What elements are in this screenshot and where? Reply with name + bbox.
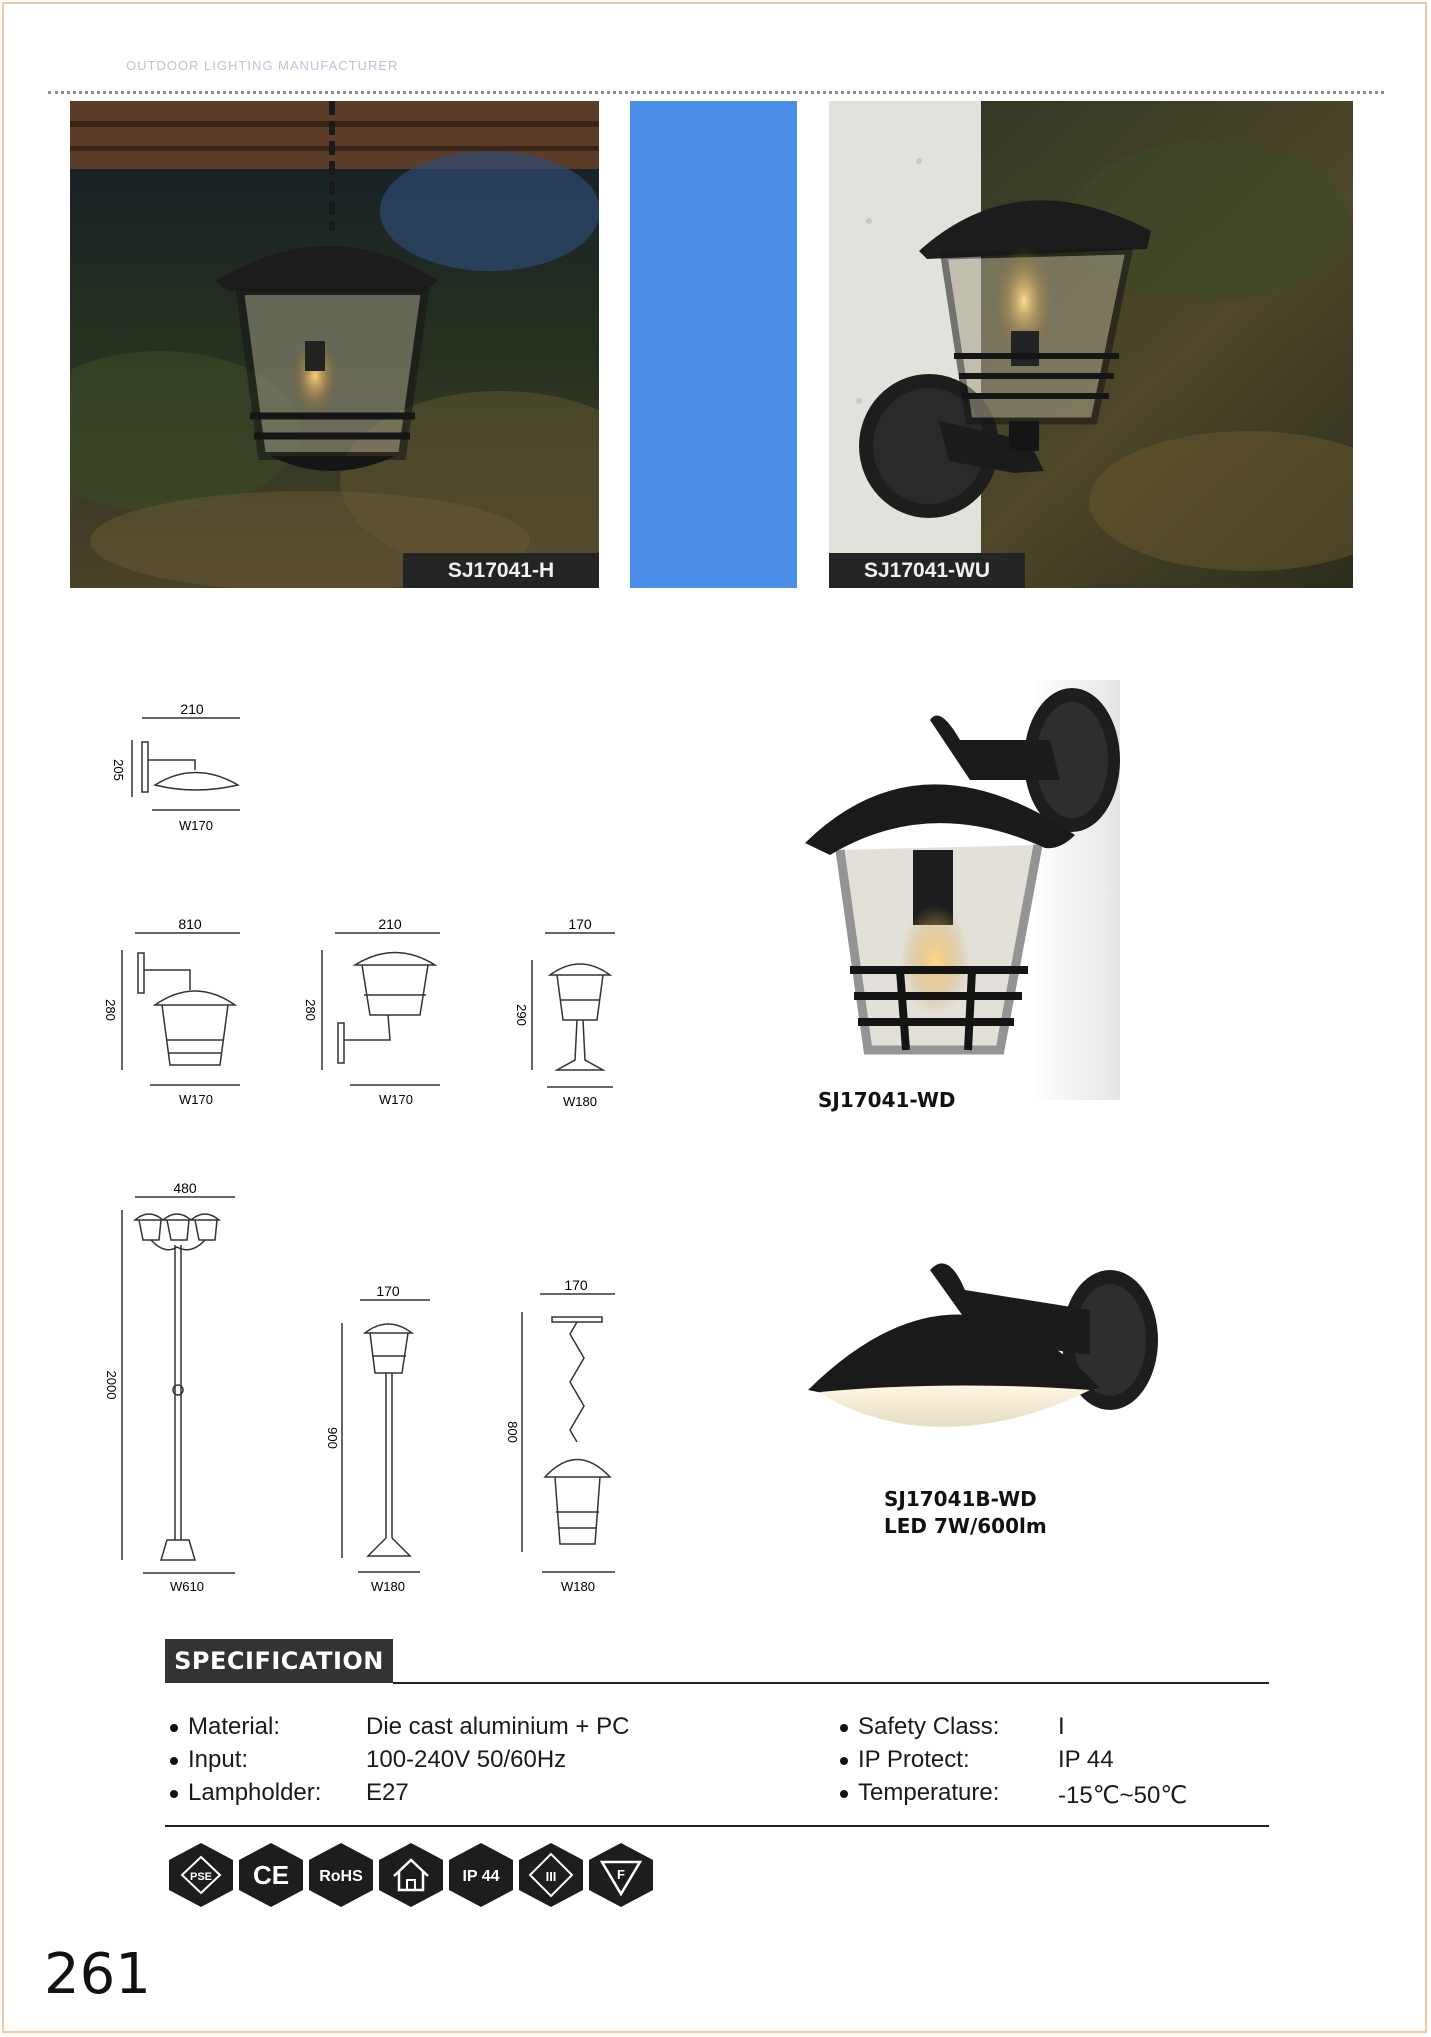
spec-input (170, 1746, 248, 1774)
product-image-led-wall-dome (800, 1230, 1170, 1440)
spec-temperature (840, 1779, 999, 1807)
rohs-mark-icon (308, 1842, 374, 1908)
drawing-wall-down (100, 915, 250, 1115)
class-iii-mark-icon (518, 1842, 584, 1908)
dim-top: 210 (378, 916, 402, 932)
hanging-lantern-image (70, 101, 599, 588)
dim-bottom: W170 (179, 818, 213, 833)
blue-divider-panel (630, 101, 797, 588)
spec-top-rule (393, 1682, 1269, 1684)
spec-bottom-rule (165, 1825, 1269, 1827)
photo-hanging-lantern (70, 101, 599, 588)
ce-label: CE (252, 1860, 290, 1890)
dim-bottom: W170 (179, 1092, 213, 1107)
product-name-bwd: SJ17041B-WD (884, 1487, 1037, 1511)
bullet-icon (170, 1790, 178, 1798)
indoor-outdoor-house-icon (378, 1842, 444, 1908)
spec-input-value: 100-240V 50/60Hz (366, 1746, 567, 1773)
bullet-icon (840, 1724, 848, 1732)
photo-label-hanging: SJ17041-H (403, 553, 599, 588)
spec-label: Material: (188, 1713, 281, 1740)
page-number: 261 (44, 1942, 151, 2007)
f-mark-icon (588, 1842, 654, 1908)
dim-top: 170 (568, 916, 592, 932)
drawing-post-medium (320, 1278, 450, 1598)
dim-side: 280 (303, 999, 318, 1021)
bullet-icon (840, 1790, 848, 1798)
photo-wall-up-lantern (829, 101, 1353, 588)
product-spec-bwd: LED 7W/600lm (884, 1514, 1047, 1538)
dim-bottom: W610 (170, 1579, 204, 1594)
dim-top: 210 (180, 701, 204, 717)
spec-safety-class-value: I (1058, 1713, 1065, 1740)
spec-lampholder (170, 1779, 321, 1807)
ip44-label: IP 44 (462, 1868, 500, 1885)
product-name-wd: SJ17041-WD (818, 1088, 956, 1112)
specification-heading: SPECIFICATION (165, 1639, 393, 1683)
dim-bottom: W170 (379, 1092, 413, 1107)
photo-label-wall-up: SJ17041-WU (829, 553, 1025, 588)
dim-side: 205 (111, 759, 126, 781)
spec-label: Temperature: (858, 1779, 1000, 1806)
bullet-icon (170, 1724, 178, 1732)
spec-label: Lampholder: (188, 1779, 322, 1806)
dim-bottom: W180 (561, 1579, 595, 1594)
spec-label: Input: (188, 1746, 249, 1773)
dim-side: 800 (505, 1421, 520, 1443)
pse-label: PSE (189, 1871, 213, 1883)
dim-side: 280 (103, 999, 118, 1021)
bullet-icon (840, 1757, 848, 1765)
dim-bottom: W180 (371, 1579, 405, 1594)
spec-material (170, 1713, 280, 1741)
wall-up-lantern-image (829, 101, 1353, 588)
dim-top: 170 (376, 1283, 400, 1299)
dim-bottom: W180 (563, 1094, 597, 1109)
pse-mark-icon (168, 1842, 234, 1908)
spec-lampholder-value: E27 (366, 1779, 409, 1806)
company-header: OUTDOOR LIGHTING MANUFACTURER (126, 58, 399, 73)
spec-ip-protect (840, 1746, 970, 1774)
dim-top: 480 (173, 1180, 197, 1196)
class-iii-label: III (545, 1869, 557, 1884)
spec-label: IP Protect: (858, 1746, 970, 1773)
spec-ip-protect-value: IP 44 (1058, 1746, 1114, 1773)
dim-side: 2000 (104, 1370, 119, 1400)
dim-top: 810 (178, 916, 202, 932)
drawing-post-short (505, 915, 635, 1115)
drawing-hanging (500, 1272, 630, 1602)
dim-side: 290 (514, 1004, 529, 1026)
dim-top: 170 (564, 1277, 588, 1293)
product-image-wall-down-lantern (800, 680, 1180, 1100)
bullet-icon (170, 1757, 178, 1765)
spec-temperature-value: -15℃~50℃ (1058, 1782, 1188, 1809)
ce-mark-icon (238, 1842, 304, 1908)
ip44-mark-icon (448, 1842, 514, 1908)
drawing-wall-dome (100, 700, 250, 840)
f-label: F (617, 1867, 625, 1882)
dim-side: 900 (325, 1427, 340, 1449)
rohs-label: RoHS (319, 1868, 363, 1885)
spec-material-value: Die cast aluminium + PC (366, 1713, 630, 1740)
spec-safety-class (840, 1713, 999, 1741)
drawing-wall-up (300, 915, 450, 1115)
header-divider (48, 91, 1384, 94)
drawing-triple-post (95, 1175, 245, 1595)
spec-label: Safety Class: (858, 1713, 1000, 1740)
